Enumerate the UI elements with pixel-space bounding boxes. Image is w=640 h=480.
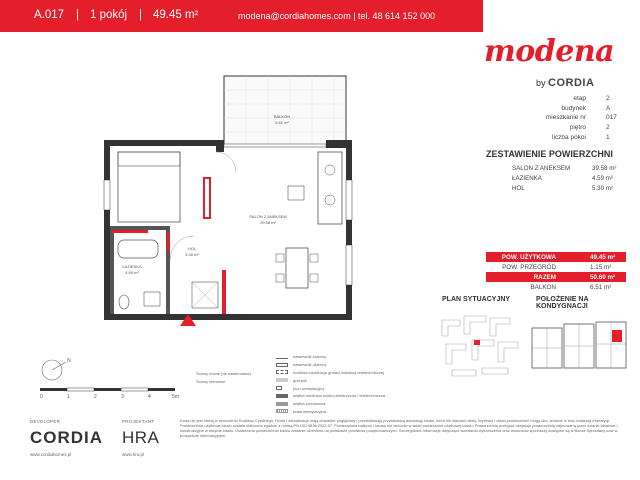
usable-area-row <box>486 252 626 262</box>
legend-label: możliwa lokalizacja gniazd instalacji teletechnicznej <box>293 369 384 375</box>
legend-item <box>276 384 385 392</box>
symbol-legend <box>276 353 385 415</box>
info-value: 2 <box>606 124 610 132</box>
window-vent-icon <box>276 363 288 367</box>
designer-label: PROJEKTANT <box>122 419 155 424</box>
legend-item <box>276 353 385 361</box>
balcony-area-label: 6.51 m² <box>275 120 289 125</box>
room-row <box>512 173 632 183</box>
living-room-area: 39.58 m² <box>260 220 276 225</box>
legend-label: krata wentylacyjna <box>293 408 326 414</box>
legend-label: nawiewnik okienny <box>293 362 327 368</box>
legend-item <box>276 408 385 416</box>
contact-info[interactable]: modena@cordiahomes.com | tel. 48 614 152 000 <box>238 11 436 21</box>
site-plan-map <box>438 310 524 385</box>
info-row <box>520 132 630 142</box>
room-label: HOL <box>512 184 525 192</box>
legend-label: szafka mediowa wodno-elektryczna / teletechniczna <box>293 393 386 399</box>
total-area-label: RAZEM <box>533 273 556 281</box>
legend-item <box>196 377 251 385</box>
bathroom-label: ŁAZIENKA <box>122 264 142 269</box>
info-label: liczba pokoi <box>552 133 586 141</box>
room-value: 4.59 m² <box>592 174 613 182</box>
hall-label: HOL <box>187 246 197 251</box>
site-plan-title: PLAN SYTUACYJNY <box>442 296 511 303</box>
summary-title: ZESTAWIENIE POWIERZCHNI <box>486 149 613 159</box>
legend-item <box>276 369 385 377</box>
balcony-area <box>224 76 346 146</box>
legend-item <box>276 392 385 400</box>
balcony-area-row <box>486 282 626 292</box>
room-value: 5.30 m² <box>592 184 613 192</box>
info-row <box>520 94 630 104</box>
room-label: ŁAZIENKA <box>512 174 542 182</box>
bathroom-area: 4.59 m² <box>125 270 139 275</box>
floor-plan <box>96 70 366 330</box>
living-room-label: SALON Z ANEKSEM <box>249 214 287 219</box>
legend-label: Ściany nośne (do nawiercania) <box>196 370 251 376</box>
balcony-label: BALKON <box>273 114 291 119</box>
legend-item <box>276 361 385 369</box>
header-bar <box>0 0 483 32</box>
info-row <box>520 104 630 114</box>
media-cabinet-icon <box>276 394 288 398</box>
info-row <box>520 123 630 133</box>
floor-position-title: POŁOŻENIE NA KONDYGNACJI <box>536 296 589 310</box>
room-value: 39.58 m² <box>592 164 617 172</box>
partition-area-label: POW. PRZEGRÓD <box>502 263 556 271</box>
scale-bar <box>40 386 180 394</box>
cordia-logo-text: CORDIA <box>30 428 104 447</box>
info-label: budynek <box>561 104 586 112</box>
room-row <box>512 183 632 193</box>
legend-item <box>276 376 385 384</box>
developer-website[interactable]: www.cordiahomes.pl <box>30 452 72 457</box>
rooms-table <box>512 163 632 193</box>
partition-area-row <box>486 262 626 272</box>
legend-label: szafka pomiarowa <box>293 401 326 407</box>
usable-area-label: POW. UŻYTKOWA <box>501 253 556 261</box>
info-value: 2 <box>606 95 610 103</box>
vent-shaft-icon <box>276 386 282 390</box>
apartment-area: 49.45 m² <box>153 9 199 21</box>
total-area-value: 50.60 m² <box>590 273 616 281</box>
scale-tick: 0 <box>40 394 43 400</box>
designer-website[interactable]: www.hra.pl <box>122 452 145 457</box>
legend-item <box>276 400 385 408</box>
info-row <box>520 113 630 123</box>
legend-label: Ściany nienośne <box>196 378 226 384</box>
radiator-icon <box>276 378 288 382</box>
total-area-row <box>486 272 626 282</box>
apartment-code: A.017 <box>34 9 65 21</box>
legend-label: nawiewnik ścienny <box>293 354 327 360</box>
info-label: piętro <box>569 124 586 132</box>
hall-area: 5.30 m² <box>185 252 199 257</box>
disclaimer-text: Karta nie jest ofertą w rozumieniu Kodeksu Cywilnego. Rzuty i wizualizacje mają charakter poglądowy i przedstawiają przykładową aranżację lokalu, która nie stanowi oferty. Wymiary i układ pomieszczeń mogą ulec zmianie w toku realizacji inwestycji. Powierzchnia użytkowa lokalu została obliczona zgodnie z normą PN-ISO 9836:2022-07. Powierzchnia balkonu / tarasu nie wchodzi w skład powierzchni użytkowej lokalu. Powierzchnia przegród obejmuje powierzchnię zajmowaną przez ścianki działowe i konstrukcyjne w obrębie lokalu. Ostateczna powierzchnia lokalu zostanie określona na podstawie pomiarów powykonawczych. Szczegółowe informacje dotyczące standardu wykończenia oraz warunków sprzedaży dostępne są w Biurze Sprzedaży oraz w prospekcie informacyjnym. <box>180 418 618 438</box>
developer-label: DEVELOPER <box>30 419 61 424</box>
meter-cabinet-icon <box>276 402 288 406</box>
svg-text:N: N <box>67 358 71 364</box>
apartment-info <box>520 94 630 142</box>
info-value: A <box>606 104 611 112</box>
floor-position-map <box>530 310 630 385</box>
modena-logo: modena <box>484 34 615 69</box>
wall-vent-icon <box>276 355 288 359</box>
legend-item <box>196 369 251 377</box>
wall-legend <box>196 369 251 385</box>
scale-tick: 4 <box>148 394 151 400</box>
scale-tick: 3 <box>121 394 124 400</box>
by-text: by <box>536 78 546 88</box>
legend-label: pion wentylacyjny <box>293 385 325 391</box>
header-separator: | <box>76 9 79 21</box>
legend-label: grzejnik <box>293 377 307 383</box>
info-label: etap <box>573 95 586 103</box>
header-separator: | <box>139 9 142 21</box>
hra-logo: HRA <box>122 428 160 447</box>
scale-tick: 5m <box>172 394 179 400</box>
balcony-area-value: 6.51 m² <box>590 283 612 291</box>
info-value: 1 <box>606 133 610 141</box>
partition-area-value: 1.15 m² <box>590 263 612 271</box>
scale-tick: 2 <box>94 394 97 400</box>
balcony-area-label: BALKON <box>530 283 556 291</box>
info-label: mieszkanie nr <box>545 114 586 122</box>
cordia-logo <box>30 428 103 448</box>
room-count: 1 pokój <box>90 9 128 21</box>
room-label: SALON Z ANEKSEM <box>512 164 571 172</box>
room-row <box>512 163 632 173</box>
compass-icon <box>38 356 72 386</box>
info-value: 017 <box>606 114 617 122</box>
cordia-brand: CORDIA <box>548 77 595 89</box>
usable-area-value: 49.45 m² <box>590 253 616 261</box>
vent-grille-icon <box>276 409 288 413</box>
telecom-socket-icon <box>276 370 288 374</box>
by-cordia <box>536 77 594 89</box>
scale-tick: 1 <box>67 394 70 400</box>
